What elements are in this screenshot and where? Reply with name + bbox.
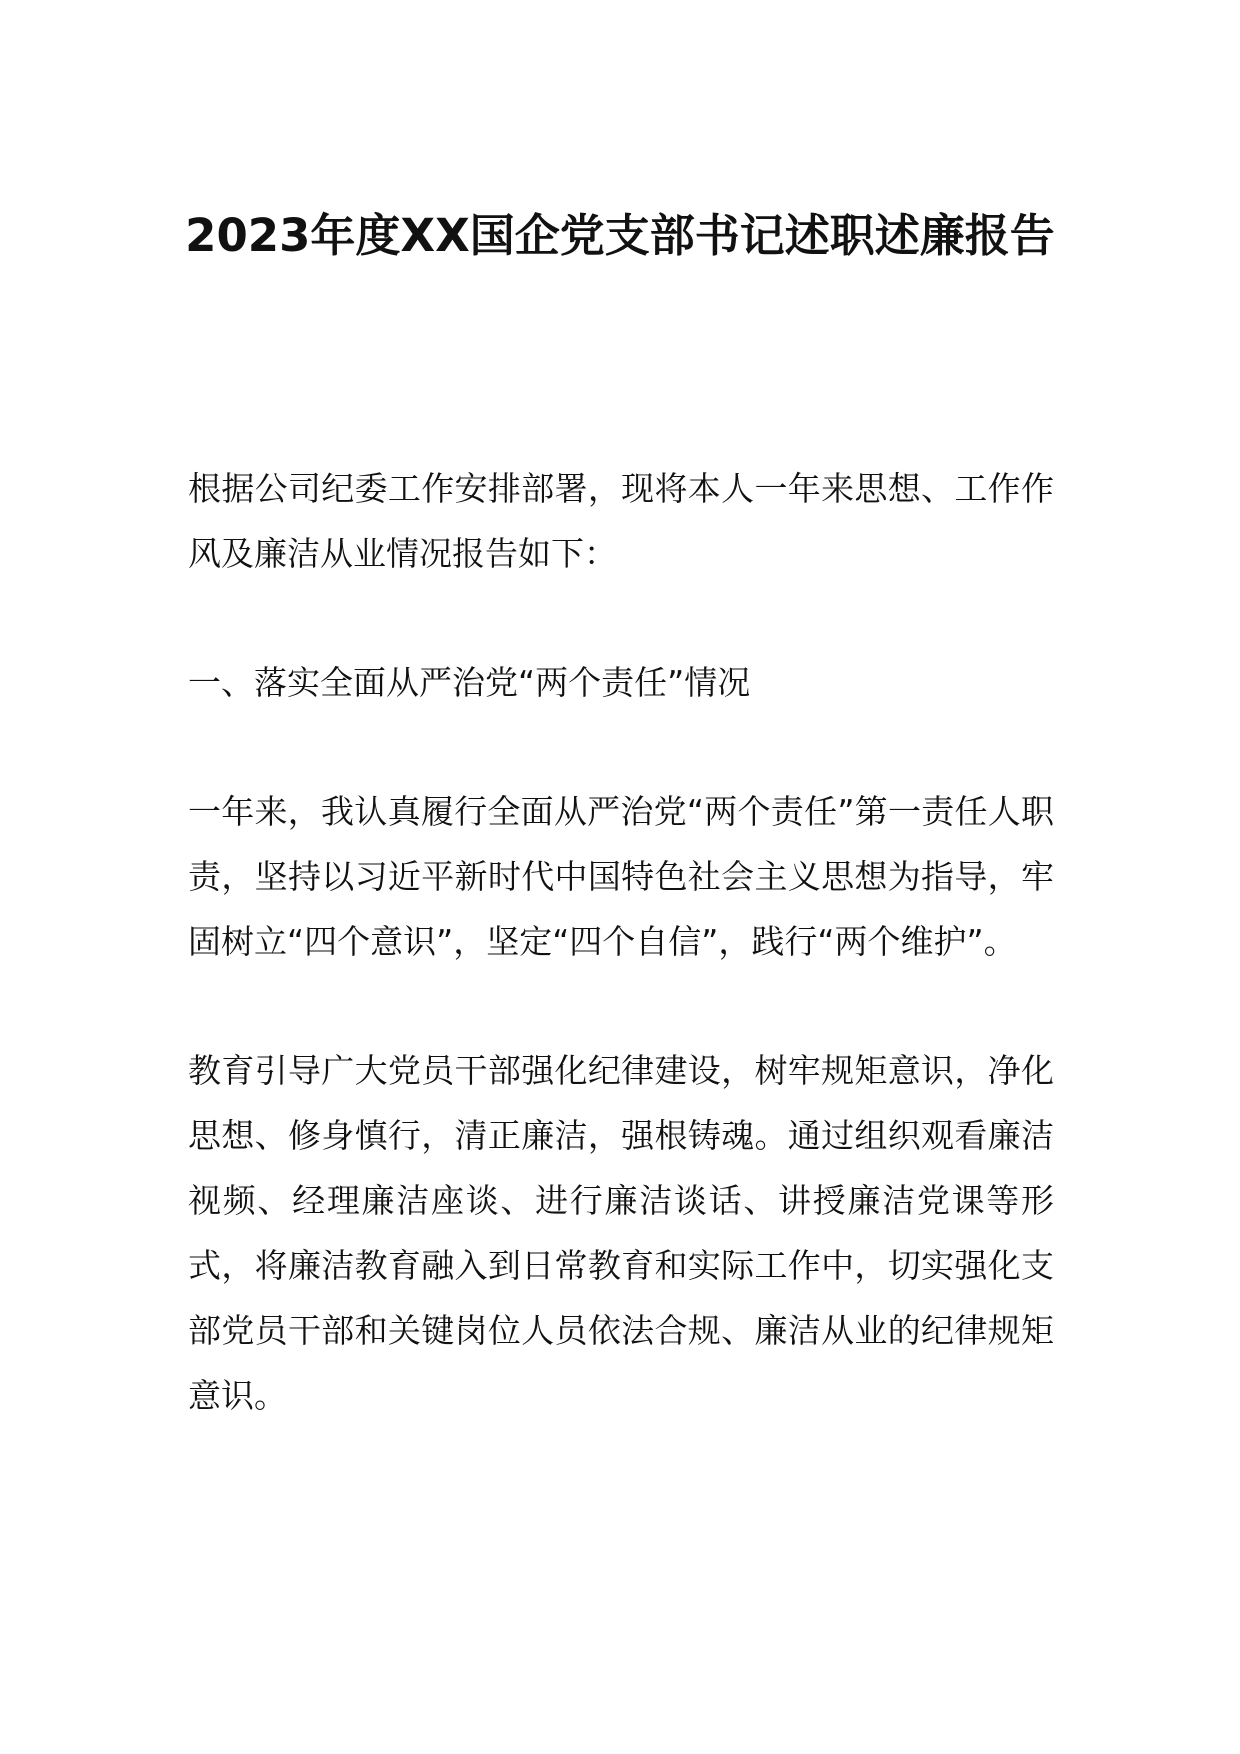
intro-paragraph: 根据公司纪委工作安排部署，现将本人一年来思想、工作作风及廉洁从业情况报告如下： — [188, 469, 1054, 573]
body-paragraph: 一年来，我认真履行全面从严治党“两个责任”第一责任人职责，坚持以习近平新时代中国特色社会主义思想为指导，牢固树立“四个意识”，坚定“四个自信”，践行“两个维护”。 — [188, 792, 1054, 961]
document-title: 2023年度XX国企党支部书记述职述廉报告 — [185, 209, 1055, 262]
document-body — [188, 456, 1054, 1428]
section-heading: 一、落实全面从严治党“两个责任”情况 — [188, 663, 751, 702]
body-paragraph: 教育引导广大党员干部强化纪律建设，树牢规矩意识，净化思想、修身慎行，清正廉洁，强根铸魂。通过组织观看廉洁视频、经理廉洁座谈、进行廉洁谈话、讲授廉洁党课等形式，将廉洁教育融入到日常教育和实际工作中，切实强化支部党员干部和关键岗位人员依法合规、廉洁从业的纪律规矩意识。 — [188, 1051, 1054, 1415]
